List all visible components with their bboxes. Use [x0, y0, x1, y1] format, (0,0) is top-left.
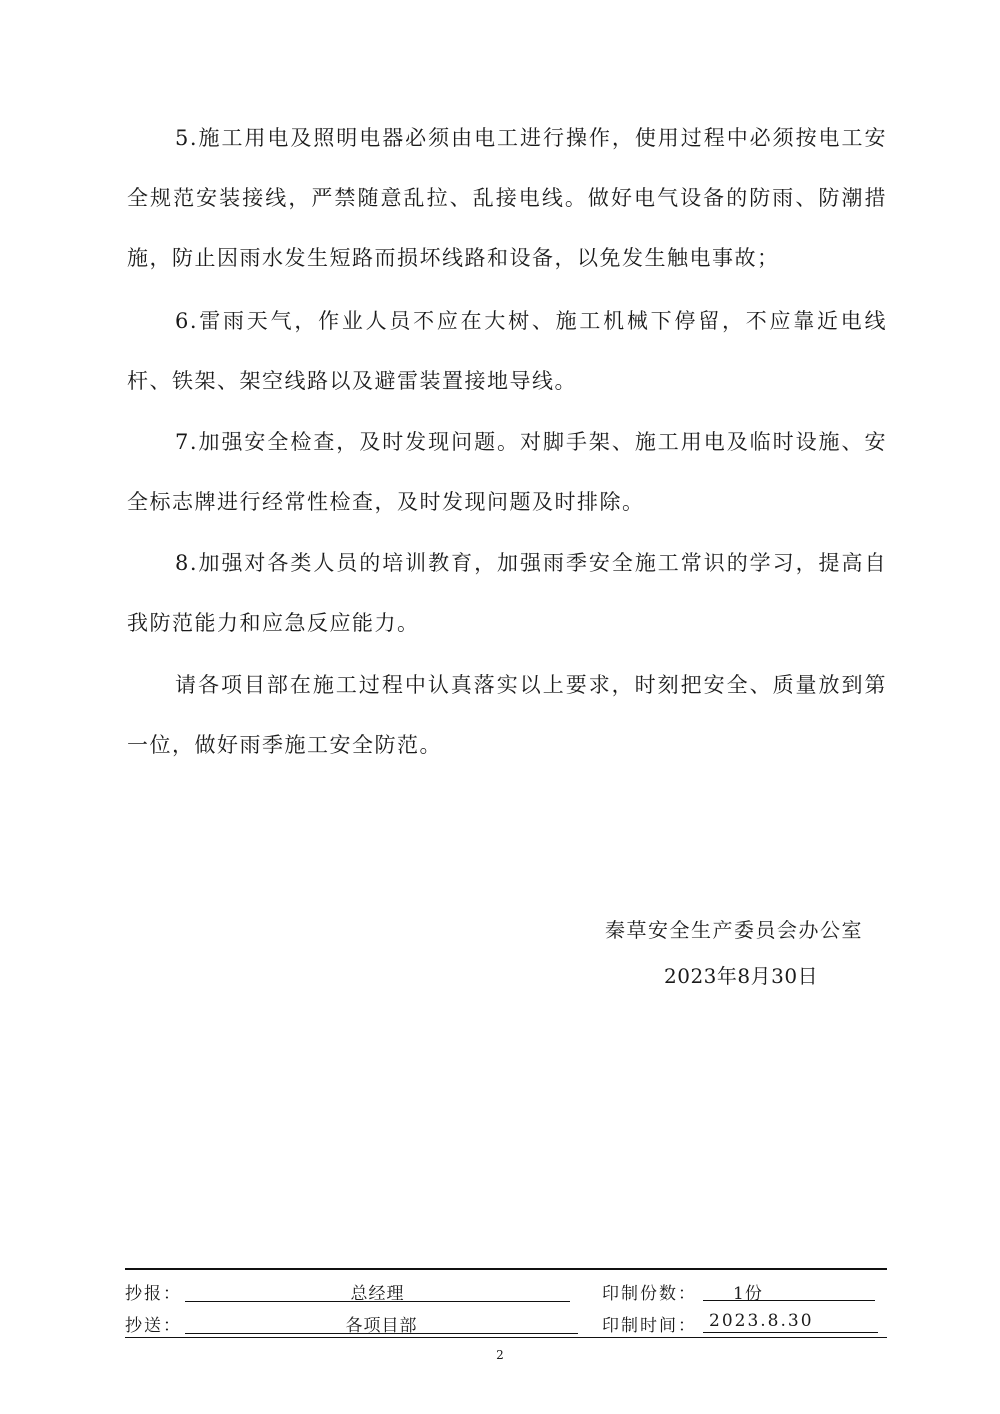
distribution-row-report — [125, 1279, 887, 1305]
page-number: 2 — [496, 1348, 504, 1362]
distribution-row-copy — [125, 1311, 887, 1337]
signature-organization: 秦草安全生产委员会办公室 — [605, 918, 863, 942]
copies-value: 1份 — [703, 1279, 875, 1301]
report-to-label: 抄报： — [125, 1284, 182, 1304]
paragraph-item-6: 6.雷雨天气，作业人员不应在大树、施工机械下停留，不应靠近电线杆、铁架、架空线路以及避雷装置接地导线。 — [127, 309, 887, 393]
distribution-bottom-rule — [125, 1337, 887, 1338]
copy-to-value: 各项目部 — [185, 1311, 578, 1334]
paragraph-item-7: 7.加强安全检查，及时发现问题。对脚手架、施工用电及临时设施、安全标志牌进行经常性检查，及时发现问题及时排除。 — [127, 430, 887, 514]
distribution-top-rule — [125, 1268, 887, 1270]
paragraph-item-8: 8.加强对各类人员的培训教育，加强雨季安全施工常识的学习，提高自我防范能力和应急反应能力。 — [127, 551, 887, 635]
report-to-value: 总经理 — [185, 1279, 570, 1302]
paragraph-closing-request: 请各项目部在施工过程中认真落实以上要求，时刻把安全、质量放到第一位，做好雨季施工安全防范。 — [127, 673, 887, 757]
print-time-label: 印制时间： — [602, 1316, 697, 1336]
print-time-value: 2023.8.30 — [703, 1311, 878, 1333]
copies-label: 印制份数： — [602, 1284, 697, 1304]
paragraph-item-5: 5.施工用电及照明电器必须由电工进行操作，使用过程中必须按电工安全规范安装接线，严禁随意乱拉、乱接电线。做好电气设备的防雨、防潮措施，防止因雨水发生短路而损坏线路和设备，以免发生触电事故； — [127, 126, 887, 270]
copy-to-label: 抄送： — [125, 1316, 182, 1336]
signature-date: 2023年8月30日 — [664, 964, 819, 988]
